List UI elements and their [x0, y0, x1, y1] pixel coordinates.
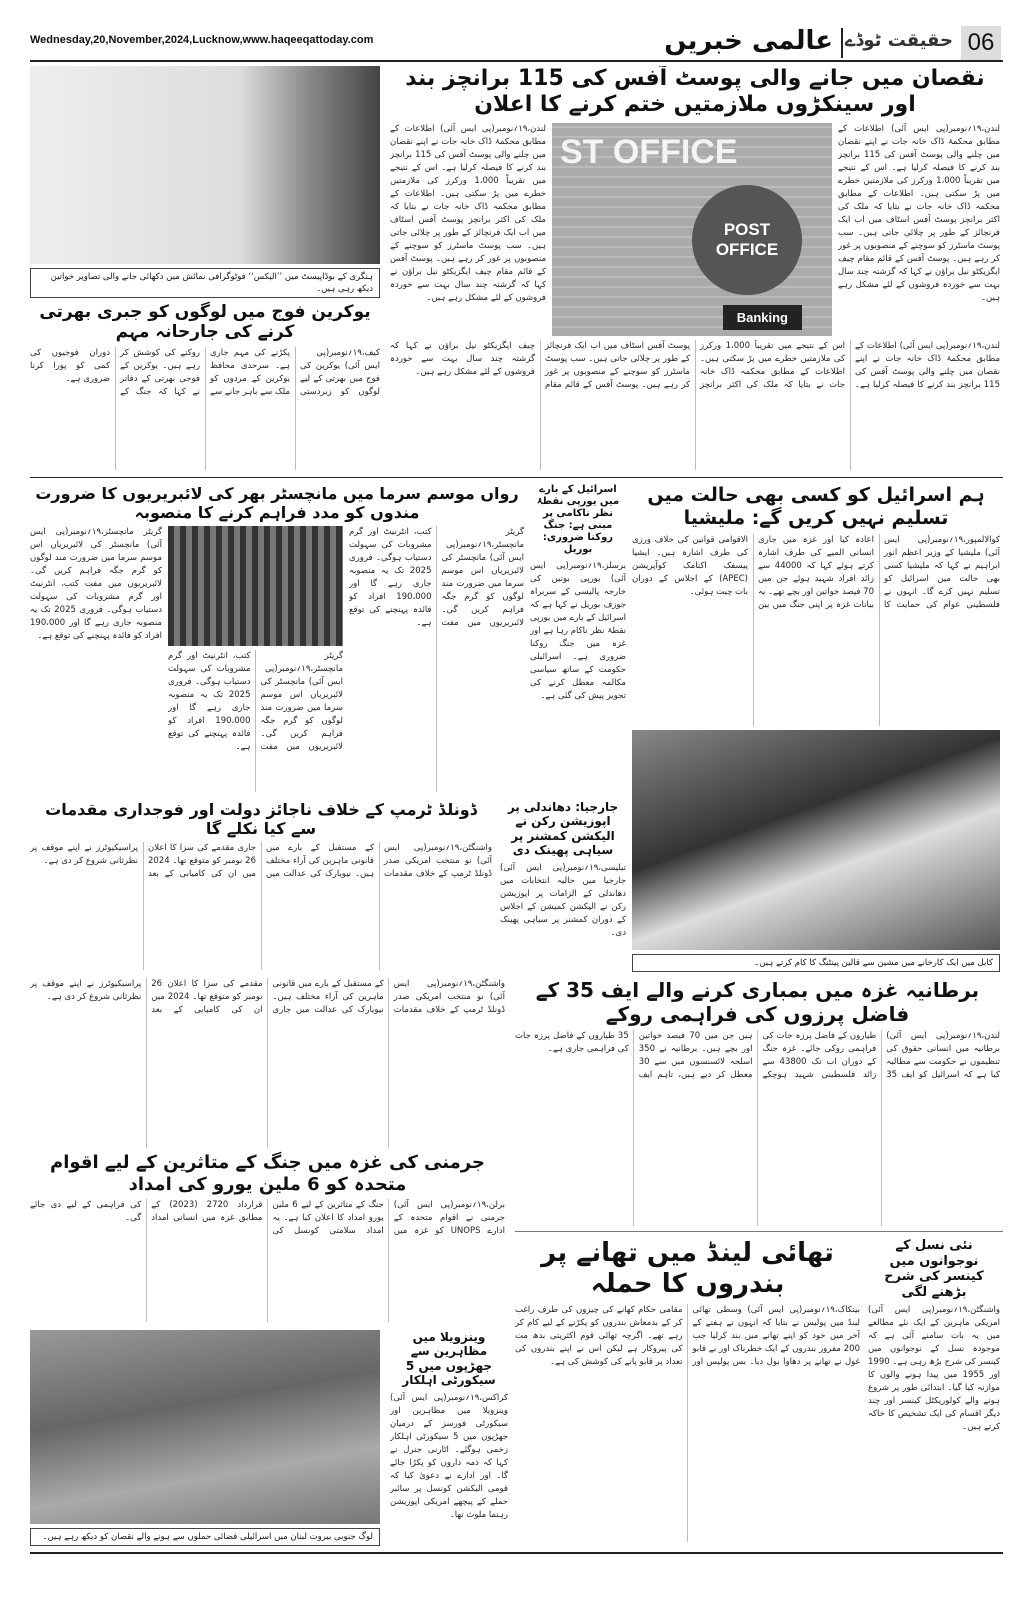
dateline: Wednesday,20,November,2024,Lucknow,www.haqeeqattoday.com [30, 34, 374, 46]
article-body-manchester-2: گریٹر مانچسٹر،۱۹؍نومبر(پی ایس آئی) مانچسٹر کی لائبریریاں اس موسم سرما میں ضرورت مند لوگوں کو گرم جگہ فراہم کریں گی۔ لائبریریوں میں مفت کتب، انٹرنیٹ اور گرم مشروبات کی سہولت دستیاب ہوگی۔ فروری 2025 تک یہ منصوبہ جاری رہے گا اور 190،000 افراد کو فائدہ پہنچنے کی توقع ہے۔ [30, 527, 162, 642]
region-trump [30, 800, 492, 970]
article-body-post-office-3: لندن،۱۹؍نومبر(پی ایس آئی) اطلاعات کے مطابق محکمۂ ڈاک خانہ جات نے اپنے نقصان میں چلنے والی پوسٹ آفس کی 115 برانچز بند کرنے کا فیصلہ کرلیا ہے۔ اس کے نتیجے میں تقریباً 1،000 ورکرز کی ملازمتیں خطرے میں پڑ سکتی ہیں۔ اطلاعات کے مطابق محکمہ ڈاک خانہ جات نے بتایا کہ ملک کی اکثر برانچز پوسٹ آفس اسٹاف میں اب ایک فرنچائز کے طور پر چلائی جاتی ہیں۔ سب پوسٹ ماسٹرز کو سوچنے کے منصوبوں پر غور کر رہے ہیں۔ پوسٹ آفس کے قائم مقام چیف ایگزیکٹو نیل براؤن نے کہا کہ گزشتہ چند سال بہت سے خوردہ فروشوں کے لئے مشکل رہے ہیں۔ [390, 341, 1000, 390]
headline-thailand: تھائی لینڈ میں تھانے پر بندروں کا حملہ [541, 1238, 834, 1300]
article-body-cancer: واشنگٹن،۱۹؍نومبر(پی ایس آئی) امریکی ماہرین کے ایک نئے مطالعے میں یہ بات سامنے آئی ہے کہ موجودہ نسل کے نوجوانوں میں کینسر کی شرح بڑھ رہی ہے۔ 1990 اور 1955 میں پیدا ہونے والوں کا موازنہ کیا گیا۔ ابتدائی طور پر شروع ہونے والے کولوریکٹل کینسر اور چند دیگر اقسام کی ایک تشخیص کا خاکہ کرتے ہیں۔ [868, 1305, 1000, 1433]
headline-eu: اسرائیل کے بارے میں یورپی نقطۂ نظر ناکامی پر مبنی ہے: جنگ روکنا ضروری: بوریل [536, 484, 620, 555]
page-number: 06 [961, 26, 1001, 60]
manchester-row [30, 526, 524, 792]
headline-germany: جرمنی کی غزہ میں جنگ کے متاثرین کے لیے اقوام متحدہ کو 6 ملین یورو کی امداد [50, 1152, 485, 1195]
brand-logo: حقیقت ٹوڈے [844, 30, 953, 51]
article-body-germany: برلن،۱۹؍نومبر(پی ایس آئی) جرمنی نے اقوام متحدہ کے ادارے UNOPS کو غزہ میں جنگ کے متاثرین کے لیے 6 ملین یورو امداد کا اعلان کیا ہے۔ یہ امداد سلامتی کونسل کی قرارداد 2720 (2023) کے مطابق غزہ میں انسانی امداد کی فراہمی کے لیے دی جائے گی۔ [30, 1200, 505, 1237]
footer-rule [30, 1552, 1003, 1554]
banking-sign: Banking [723, 305, 802, 330]
manchester-middle-column [168, 526, 343, 792]
article-body-ukraine: کیف،۱۹؍نومبر(پی ایس آئی) یوکرین کی فوج میں بھرتی کے لیے لوگوں کو زبردستی پکڑنے کی مہم جاری ہے۔ سرحدی محافظ یوکرین کے مردوں کو ملک سے باہر جانے سے روکنے کی کوشش کر رہے ہیں۔ یوکرین کے فوجی بھرتی کے دفاتر نے کہا کہ جنگ کے دوران فوجیوں کی کمی کو پورا کرنا ضروری ہے۔ [30, 347, 380, 397]
headline-cancer: نئی نسل کے نوجوانوں میں کینسر کی شرح بڑھنے لگی [884, 1238, 984, 1300]
section-title: عالمی خبریں [664, 26, 833, 56]
header-divider [841, 28, 843, 58]
beirut-caption: لوگ جنوبی بیروت لبنان میں اسرائیلی فضائی حملوں سے ہونے والے نقصان کو دیکھ رہے ہیں۔ [30, 1528, 380, 1546]
region-germany [30, 978, 505, 1322]
article-body-thailand: بینکاک،۱۹؍نومبر(پی ایس آئی) وسطی تھائی لینڈ میں پولیس نے بتایا کہ انہوں نے ہفتے کے آخر میں خود کو اپنے تھانے میں بند کرلیا جب 200 مفرور بندروں کے ایک خطرناک اور بے قابو غول نے تھانے پر دھاوا بول دیا۔ بس پولیس اور مقامی حکام کھانے کی چیزوں کی طرف راغب کر کے بدمعاش بندروں کو پکڑنے کے لیے کام کر رہے تھے۔ اگرچہ تھائی قوم اکثریتی بدھ مت کی پیروکار ہے لیکن اس نے اپنے بندروں کی تعداد پر قابو پانے کی کوشش کی ہے۔ [515, 1305, 860, 1368]
region-thailand [515, 1238, 860, 1542]
article-body-manchester-1: گریٹر مانچسٹر،۱۹؍نومبر(پی ایس آئی) مانچسٹر کی لائبریریاں اس موسم سرما میں ضرورت مند لوگوں کو گرم جگہ فراہم کریں گی۔ لائبریریوں میں مفت کتب، انٹرنیٹ اور گرم مشروبات کی سہولت دستیاب ہوگی۔ فروری 2025 تک یہ منصوبہ جاری رہے گا اور 190،000 افراد کو فائدہ پہنچنے کی توقع ہے۔ [349, 527, 524, 629]
post-office-sign: POST OFFICE [692, 185, 802, 295]
article-body-uk-f35: لندن،۱۹؍نومبر(پی ایس آئی) برطانیہ میں انسانی حقوق کی تنظیموں نے حکومت سے مطالبہ کیا ہے کہ اسرائیل کو ایف 35 طیاروں کے فاضل پرزہ جات کی فراہمی روکی جائے۔ غزہ جنگ کے دوران اب تک 43800 سے زائد فلسطینی شہید ہوچکے ہیں جن میں 70 فیصد خواتین اور بچے ہیں۔ برطانیہ نے 350 اسلحہ لائسنسوں میں سے 30 معطل کر دیے ہیں، تاہم ایف 35 طیاروں کے فاضل پرزہ جات کی فراہمی جاری ہے۔ [515, 1031, 1000, 1080]
article-body-georgia: تبلیسی،۱۹؍نومبر(پی ایس آئی) جارجیا میں حالیہ انتخابات میں دھاندلی کے الزامات پر اپوزیشن رکن نے الیکشن کمیشن کے اجلاس کے دوران کمشنر پر سیاہی پھینک دی۔ [500, 862, 626, 938]
article-body-post-office-2: لندن،۱۹؍نومبر(پی ایس آئی) اطلاعات کے مطابق محکمۂ ڈاک خانہ جات نے اپنے نقصان میں چلنے والی پوسٹ آفس کی 115 برانچز بند کرنے کا فیصلہ کرلیا ہے۔ اس کے نتیجے میں تقریباً 1،000 ورکرز کی ملازمتیں خطرے میں پڑ سکتی ہیں۔ اطلاعات کے مطابق محکمہ ڈاک خانہ جات نے بتایا کہ ملک کی اکثر برانچز پوسٹ آفس اسٹاف میں اب ایک فرنچائز کے طور پر چلائی جاتی ہیں۔ سب پوسٹ ماسٹرز کو سوچنے کے منصوبوں پر غور کر رہے ہیں۔ پوسٹ آفس کے قائم مقام چیف ایگزیکٹو نیل براؤن نے کہا کہ گزشتہ چند سال بہت سے خوردہ فروشوں کے لئے مشکل رہے ہیں۔ [390, 123, 546, 303]
headline-post-office: نقصان میں جانے والی پوسٹ آفس کی 115 برانچز بند اور سینکڑوں ملازمتیں ختم کرنے کا اعلان [405, 66, 985, 118]
headline-trump: ڈونلڈ ٹرمپ کے خلاف ناجائز دولت اور فوجداری مقدمات سے کیا نکلے گا [45, 800, 477, 839]
section-rule [30, 477, 1003, 478]
headline-malaysia: ہم اسرائیل کو کسی بھی حالت میں تسلیم نہیں کریں گے: ملیشیا [647, 484, 985, 529]
region-malaysia [632, 484, 1000, 972]
gallery-caption: ہنگری کے بوڈاپیسٹ میں ’’الیکس‘‘ فوٹوگرافی نمائش میں دکھائی جانے والی تصاویر خواتین دیکھ رہی ہیں۔ [30, 268, 380, 298]
carpet-factory-photo [632, 730, 1000, 950]
article-body-trump-cont: واشنگٹن،۱۹؍نومبر(پی ایس آئی) نو منتخب امریکی صدر ڈونلڈ ٹرمپ کے خلاف مقدمات کے مستقبل کے بارے میں قانونی ماہرین کی آراء مختلف ہیں۔ نیویارک کی عدالت میں جاری مقدمے کی سزا کا اعلان 26 نومبر کو متوقع تھا۔ 2024 میں ان کی کامیابی کے بعد پراسیکیوٹرز نے اپنے موقف پر نظرثانی شروع کر دی ہے۔ [30, 979, 505, 1015]
library-photo [168, 526, 343, 646]
region-eu [530, 484, 626, 792]
region-uk-f35 [515, 978, 1000, 1226]
post-office-wall-text: ST OFFICE [560, 132, 738, 171]
post-office-photo [552, 123, 832, 336]
carpet-caption: کابل میں ایک کارخانے میں مشین سے قالین پینٹنگ کا کام کرتے ہیں۔ [632, 954, 1000, 972]
header-rule [30, 60, 1003, 62]
headline-manchester: رواں موسم سرما میں مانچسٹر بھر کی لائبریریوں کا ضرورت مندوں کو مدد فراہم کرنے کا منصوبہ [35, 484, 519, 523]
article-body-manchester-3: گریٹر مانچسٹر،۱۹؍نومبر(پی ایس آئی) مانچسٹر کی لائبریریاں اس موسم سرما میں ضرورت مند لوگوں کو گرم جگہ فراہم کریں گی۔ لائبریریوں میں مفت کتب، انٹرنیٹ اور گرم مشروبات کی سہولت دستیاب ہوگی۔ فروری 2025 تک یہ منصوبہ جاری رہے گا اور 190،000 افراد کو فائدہ پہنچنے کی توقع ہے۔ [168, 651, 343, 753]
headline-venezuela: وینزویلا میں مظاہرین سے جھڑپوں میں 5 سیکورٹی اہلکار [402, 1330, 496, 1388]
post-office-row [390, 123, 1000, 336]
article-body-trump: واشنگٹن،۱۹؍نومبر(پی ایس آئی) نو منتخب امریکی صدر ڈونلڈ ٹرمپ کے خلاف مقدمات کے مستقبل کے بارے میں قانونی ماہرین کی آراء مختلف ہیں۔ نیویارک کی عدالت میں جاری مقدمے کی سزا کا اعلان 26 نومبر کو متوقع تھا۔ 2024 میں ان کی کامیابی کے بعد پراسیکیوٹرز نے اپنے موقف پر نظرثانی شروع کر دی ہے۔ [30, 843, 492, 880]
gallery-photo [30, 66, 380, 264]
region-venezuela [390, 1330, 508, 1542]
headline-georgia: جارجیا: دھاندلی پر اپوزیشن رکن نے الیکشن کمشنر پر سیاہی پھینک دی [507, 800, 619, 858]
region-post-office [390, 66, 1000, 470]
headline-uk-f35: برطانیہ غزہ میں بمباری کرنے والے ایف 35 کے فاضل پرزوں کی فراہمی روکے [535, 978, 980, 1026]
region-beirut [30, 1330, 380, 1546]
article-body-eu: برسلز،۱۹؍نومبر(پی ایس آئی) یورپی یونین کی خارجہ پالیسی کے سربراہ جوزف بوریل نے کہا ہے کہ اسرائیل کے بارے میں یورپی نقطۂ نظر ناکام رہا ہے اور غزہ میں جنگ روکنا ضروری ہے۔ اسرائیلی حکومت کے ساتھ سیاسی مکالمہ معطل کرنے کی تجویز پیش کی گئی ہے۔ [530, 561, 626, 701]
article-body-malaysia: کوالالمپور،۱۹؍نومبر(پی ایس آئی) ملیشیا کے وزیر اعظم انور ابراہیم نے کہا کہ ملیشیا کسی بھی حالت میں اسرائیل کو تسلیم نہیں کرے گا۔ انہوں نے فلسطینی عوام کی حمایت کا اعادہ کیا اور غزہ میں جاری انسانی المیے کی طرف اشارہ کرتے ہوئے کہا کہ 44000 سے زائد افراد شہید ہوئے جن میں 70 فیصد خواتین اور بچے تھے۔ یہ بیانات غزہ پر اپنی جنگ میں بین الاقوامی قوانین کی خلاف ورزی کی طرف اشارہ ہیں۔ ایشیا پیسفک اکنامک کوآپریشن (APEC) کے اجلاس کے دوران بات چیت ہوئی۔ [632, 534, 1000, 610]
beirut-photo [30, 1330, 380, 1524]
section-rule-2 [515, 1231, 1003, 1232]
region-cancer [868, 1238, 1000, 1542]
region-manchester [30, 484, 524, 792]
region-ukraine [30, 66, 380, 470]
headline-ukraine: یوکرین فوج میں لوگوں کو جبری بھرتی کرنے کی جارحانہ مہم [39, 302, 371, 343]
article-body-venezuela: کراکس،۱۹؍نومبر(پی ایس آئی) وینزویلا میں مظاہرین اور سیکورٹی فورسز کے درمیان جھڑپوں میں 5 سیکورٹی اہلکار زخمی ہوگئے۔ اٹارنی جنرل نے کہا کہ ذمہ داروں کو پکڑا جائے گا۔ اور ادارے نے دعویٰ کیا کہ قومی الیکشن کونسل پر سائبر حملے کے پیچھے امریکی اپوزیشن رہنما ملوث تھا۔ [390, 1392, 508, 1520]
region-georgia [500, 800, 626, 970]
article-body-post-office-1: لندن،۱۹؍نومبر(پی ایس آئی) اطلاعات کے مطابق محکمۂ ڈاک خانہ جات نے اپنے نقصان میں چلنے والی پوسٹ آفس کی 115 برانچز بند کرنے کا فیصلہ کرلیا ہے۔ اس کے نتیجے میں تقریباً 1،000 ورکرز کی ملازمتیں خطرے میں پڑ سکتی ہیں۔ اطلاعات کے مطابق محکمہ ڈاک خانہ جات نے بتایا کہ ملک کی اکثر برانچز پوسٹ آفس اسٹاف میں اب ایک فرنچائز کے طور پر چلائی جاتی ہیں۔ سب پوسٹ ماسٹرز کو سوچنے کے منصوبوں پر غور کر رہے ہیں۔ پوسٹ آفس کے قائم مقام چیف ایگزیکٹو نیل براؤن نے کہا کہ گزشتہ چند سال بہت سے خوردہ فروشوں کے لئے مشکل رہے ہیں۔ [838, 123, 1000, 303]
